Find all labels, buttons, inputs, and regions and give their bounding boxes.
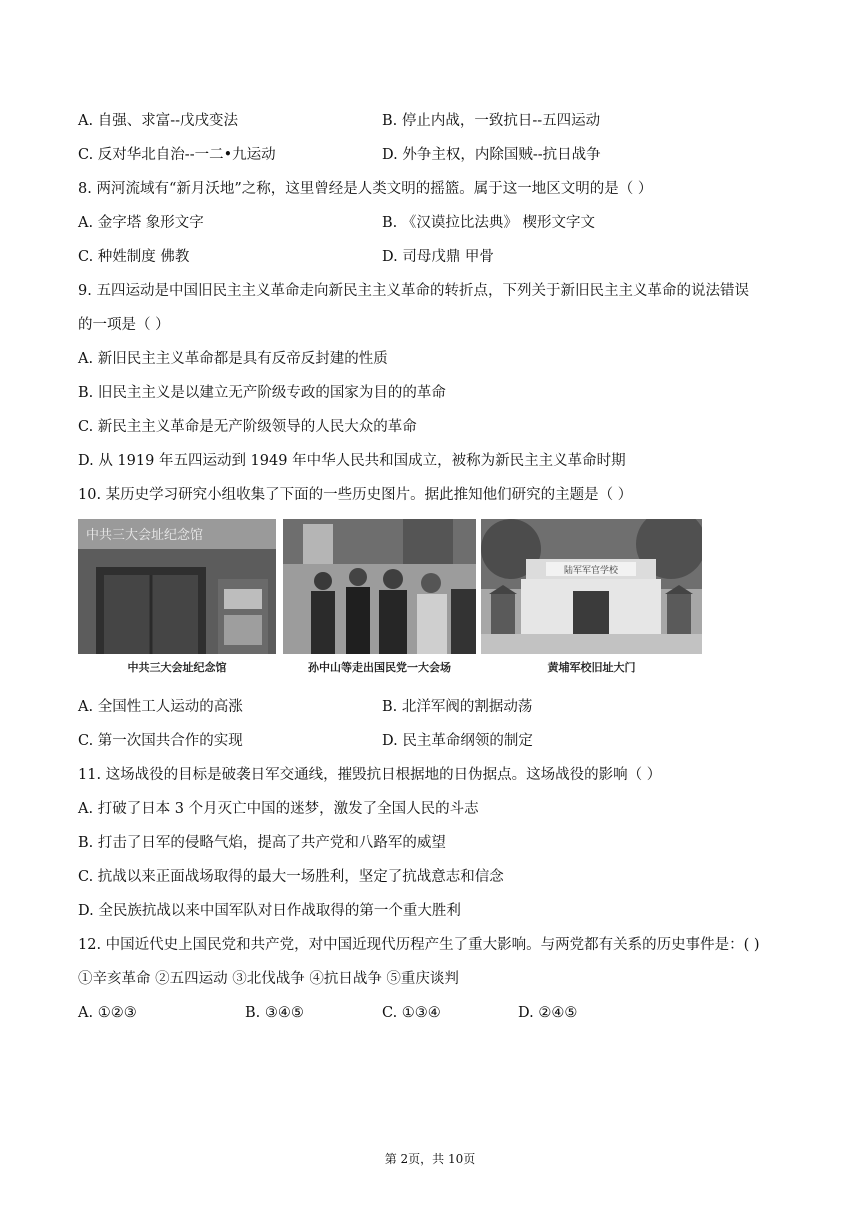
q10-option-d: D. 民主革命纲领的制定 — [382, 733, 533, 749]
q7-option-b: B. 停止内战，一致抗日--五四运动 — [382, 113, 601, 129]
q11-option-b: B. 打击了日军的侵略气焰，提高了共产党和八路军的威望 — [78, 835, 446, 851]
q8-option-a: A. 金字塔 象形文字 — [78, 215, 204, 231]
q9-option-c: C. 新民主主义革命是无产阶级领导的人民大众的革命 — [78, 419, 417, 435]
q12-option-a: A. ①②③ — [78, 1005, 137, 1021]
whampoa-sign-text: 陆军军官学校 — [563, 565, 619, 575]
photo-memorial-hall-caption: 中共三大会址纪念馆 — [127, 661, 227, 674]
q11-option-a: A. 打破了日本 3 个月灭亡中国的迷梦，激发了全国人民的斗志 — [78, 801, 479, 817]
q12-option-b: B. ③④⑤ — [245, 1005, 304, 1021]
photo-sun-yatsen-crowd — [283, 519, 476, 654]
q7-option-d: D. 外争主权，内除国贼--抗日战争 — [382, 147, 601, 163]
q10-option-b: B. 北洋军阀的割据动荡 — [382, 699, 533, 715]
memorial-sign-text: 中共三大会址纪念馆 — [86, 527, 204, 542]
q9-option-a: A. 新旧民主主义革命都是具有反帝反封建的性质 — [78, 351, 388, 367]
q7-option-a: A. 自强、求富--戊戌变法 — [78, 113, 238, 129]
q9-option-d: D. 从 1919 年五四运动到 1949 年中华人民共和国成立，被称为新民主主义革命时期 — [78, 453, 626, 469]
q10-option-a: A. 全国性工人运动的高涨 — [78, 699, 243, 715]
q11-option-c: C. 抗战以来正面战场取得的最大一场胜利，坚定了抗战意志和信念 — [78, 869, 504, 885]
q11-stem: 11. 这场战役的目标是破袭日军交通线，摧毁抗日根据地的日伪据点。这场战役的影响（ ） — [78, 767, 662, 783]
q9-stem-line1: 9. 五四运动是中国旧民主主义革命走向新民主主义革命的转折点，下列关于新旧民主主义革命的说法错误 — [78, 283, 749, 299]
photo-whampoa-gate — [481, 519, 702, 654]
q8-stem: 8. 两河流域有“新月沃地”之称，这里曾经是人类文明的摇篮。属于这一地区文明的是（ ） — [78, 181, 653, 197]
q12-option-c: C. ①③④ — [382, 1005, 441, 1021]
q9-option-b: B. 旧民主主义是以建立无产阶级专政的国家为目的的革命 — [78, 385, 446, 401]
photo-whampoa-caption: 黄埔军校旧址大门 — [547, 661, 636, 674]
page-footer: 第 2页，共 10页 — [384, 1152, 476, 1166]
q8-option-b: B. 《汉谟拉比法典》 楔形文字文 — [382, 215, 595, 231]
q10-stem: 10. 某历史学习研究小组收集了下面的一些历史图片。据此推知他们研究的主题是（ ） — [78, 487, 633, 503]
photo-memorial-hall — [78, 519, 276, 654]
q8-option-d: D. 司母戊鼎 甲骨 — [382, 249, 494, 265]
photo-sun-yatsen-caption: 孙中山等走出国民党一大会场 — [308, 661, 451, 674]
q11-option-d: D. 全民族抗战以来中国军队对日作战取得的第一个重大胜利 — [78, 903, 461, 919]
q7-option-c: C. 反对华北自治--一二•九运动 — [78, 147, 276, 163]
q12-items: ①辛亥革命 ②五四运动 ③北伐战争 ④抗日战争 ⑤重庆谈判 — [78, 971, 459, 987]
q10-photo-strip — [78, 519, 702, 679]
q9-stem-line2: 的一项是（ ） — [78, 317, 170, 333]
q12-option-d: D. ②④⑤ — [518, 1005, 578, 1021]
q10-option-c: C. 第一次国共合作的实现 — [78, 733, 243, 749]
q12-stem: 12. 中国近代史上国民党和共产党，对中国近现代历程产生了重大影响。与两党都有关系的历史事件是：( ) — [78, 937, 760, 953]
q8-option-c: C. 种姓制度 佛教 — [78, 249, 190, 265]
